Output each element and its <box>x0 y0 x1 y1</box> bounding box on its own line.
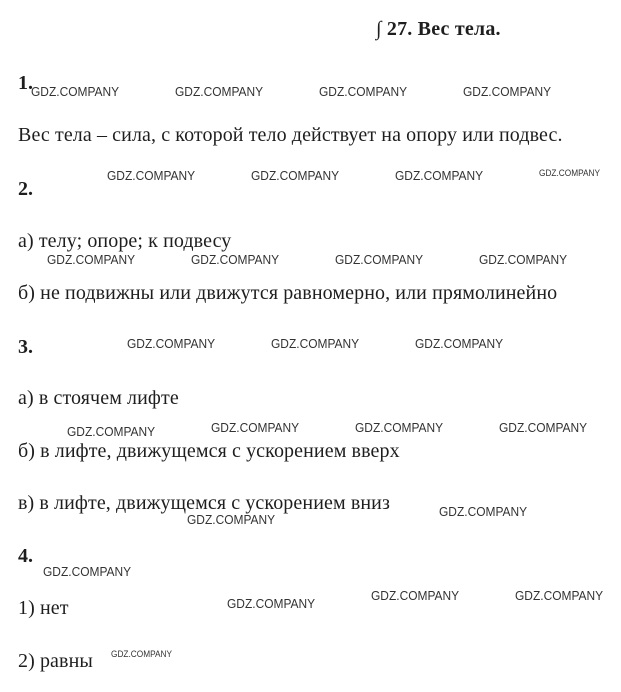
watermark: GDZ.COMPANY <box>415 336 504 351</box>
watermark: GDZ.COMPANY <box>107 168 196 183</box>
watermark: GDZ.COMPANY <box>187 512 276 527</box>
watermark: GDZ.COMPANY <box>127 336 216 351</box>
watermark: GDZ.COMPANY <box>539 168 601 178</box>
section-3-answer-c: в) в лифте, движущемся с ускорением вниз <box>18 492 390 514</box>
watermark: GDZ.COMPANY <box>319 84 408 99</box>
watermark: GDZ.COMPANY <box>111 649 173 659</box>
watermark: GDZ.COMPANY <box>335 252 424 267</box>
watermark: GDZ.COMPANY <box>227 596 316 611</box>
section-3-number: 3. <box>18 336 33 358</box>
section-2-number: 2. <box>18 178 33 200</box>
watermark: GDZ.COMPANY <box>395 168 484 183</box>
watermark: GDZ.COMPANY <box>191 252 280 267</box>
section-2-answer-a: а) телу; опоре; к подвесу <box>18 230 232 252</box>
watermark: GDZ.COMPANY <box>355 420 444 435</box>
watermark: GDZ.COMPANY <box>479 252 568 267</box>
watermark: GDZ.COMPANY <box>439 504 528 519</box>
section-1-answer: Вес тела – сила, с которой тело действует на опору или подвес. <box>18 124 563 146</box>
page-title: ∫ 27. Вес тела. <box>376 18 501 40</box>
watermark: GDZ.COMPANY <box>31 84 120 99</box>
watermark: GDZ.COMPANY <box>251 168 340 183</box>
watermark: GDZ.COMPANY <box>515 588 604 603</box>
watermark: GDZ.COMPANY <box>499 420 588 435</box>
section-4-number: 4. <box>18 545 33 567</box>
watermark: GDZ.COMPANY <box>67 424 156 439</box>
section-4-answer-2: 2) равны <box>18 650 93 672</box>
section-4-answer-1: 1) нет <box>18 597 69 619</box>
section-2-answer-b: б) не подвижны или движутся равномерно, или прямолинейно <box>18 282 558 304</box>
watermark: GDZ.COMPANY <box>47 252 136 267</box>
watermark: GDZ.COMPANY <box>371 588 460 603</box>
watermark: GDZ.COMPANY <box>271 336 360 351</box>
section-3-answer-b: б) в лифте, движущемся с ускорением вверх <box>18 440 400 462</box>
section-1-number: 1. <box>18 72 33 94</box>
watermark: GDZ.COMPANY <box>463 84 552 99</box>
watermark: GDZ.COMPANY <box>211 420 300 435</box>
section-3-answer-a: а) в стоячем лифте <box>18 387 179 409</box>
watermark: GDZ.COMPANY <box>175 84 264 99</box>
watermark: GDZ.COMPANY <box>43 564 132 579</box>
